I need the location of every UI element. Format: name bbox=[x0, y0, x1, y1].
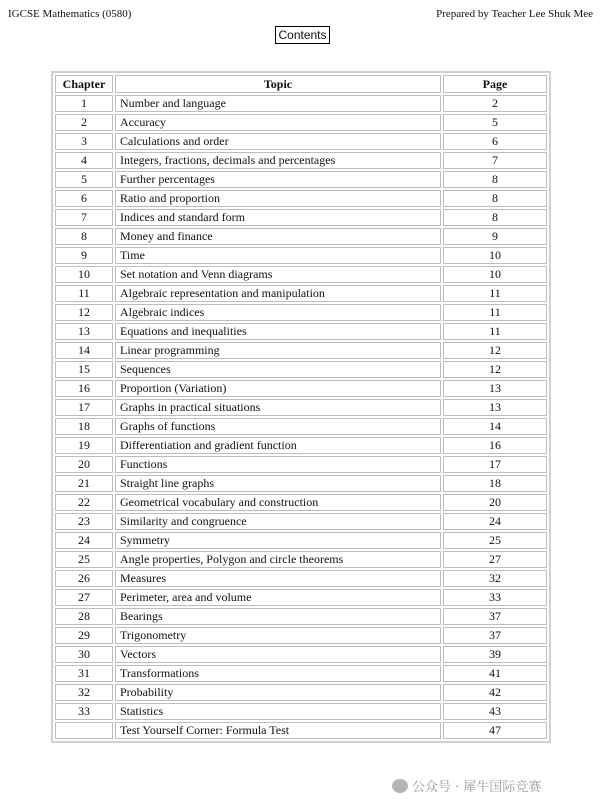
watermark bbox=[392, 776, 541, 795]
document-header-left: IGCSE Mathematics (0580) bbox=[8, 8, 132, 20]
column-header-topic: Topic bbox=[115, 75, 441, 93]
table-row bbox=[55, 95, 547, 112]
chapter-cell: 23 bbox=[55, 513, 113, 530]
topic-cell: Trigonometry bbox=[115, 627, 441, 644]
page-cell: 10 bbox=[443, 247, 547, 264]
chapter-cell: 26 bbox=[55, 570, 113, 587]
topic-cell: Algebraic representation and manipulation bbox=[115, 285, 441, 302]
page-cell: 32 bbox=[443, 570, 547, 587]
chapter-cell: 13 bbox=[55, 323, 113, 340]
page-cell: 27 bbox=[443, 551, 547, 568]
topic-cell: Bearings bbox=[115, 608, 441, 625]
chapter-cell: 14 bbox=[55, 342, 113, 359]
chapter-cell: 1 bbox=[55, 95, 113, 112]
column-header-page: Page bbox=[443, 75, 547, 93]
table-row bbox=[55, 475, 547, 492]
chapter-cell: 11 bbox=[55, 285, 113, 302]
table-row bbox=[55, 114, 547, 131]
table-row bbox=[55, 513, 547, 530]
chapter-cell: 5 bbox=[55, 171, 113, 188]
page-cell: 13 bbox=[443, 399, 547, 416]
watermark-text: 公众号 · 犀牛国际竞赛 bbox=[412, 780, 542, 795]
chapter-cell: 30 bbox=[55, 646, 113, 663]
table-row bbox=[55, 247, 547, 264]
chapter-cell: 15 bbox=[55, 361, 113, 378]
chapter-cell bbox=[55, 722, 113, 739]
table-row bbox=[55, 266, 547, 283]
chapter-cell: 4 bbox=[55, 152, 113, 169]
topic-cell: Algebraic indices bbox=[115, 304, 441, 321]
page-cell: 42 bbox=[443, 684, 547, 701]
chapter-cell: 31 bbox=[55, 665, 113, 682]
table-row bbox=[55, 532, 547, 549]
table-row bbox=[55, 456, 547, 473]
chapter-cell: 10 bbox=[55, 266, 113, 283]
chapter-cell: 33 bbox=[55, 703, 113, 720]
chapter-cell: 24 bbox=[55, 532, 113, 549]
table-row bbox=[55, 228, 547, 245]
page-cell: 25 bbox=[443, 532, 547, 549]
page-cell: 6 bbox=[443, 133, 547, 150]
page-cell: 9 bbox=[443, 228, 547, 245]
table-row bbox=[55, 551, 547, 568]
page-cell: 37 bbox=[443, 608, 547, 625]
chapter-cell: 28 bbox=[55, 608, 113, 625]
table-row bbox=[55, 342, 547, 359]
page-cell: 39 bbox=[443, 646, 547, 663]
table-row bbox=[55, 361, 547, 378]
table-row bbox=[55, 304, 547, 321]
topic-cell: Linear programming bbox=[115, 342, 441, 359]
page-title: Contents bbox=[275, 26, 330, 44]
chapter-cell: 8 bbox=[55, 228, 113, 245]
wechat-icon bbox=[392, 779, 408, 793]
table-body bbox=[55, 95, 547, 739]
page-cell: 11 bbox=[443, 323, 547, 340]
topic-cell: Measures bbox=[115, 570, 441, 587]
page-cell: 41 bbox=[443, 665, 547, 682]
column-header-chapter: Chapter bbox=[55, 75, 113, 93]
chapter-cell: 16 bbox=[55, 380, 113, 397]
topic-cell: Straight line graphs bbox=[115, 475, 441, 492]
page-cell: 33 bbox=[443, 589, 547, 606]
page-cell: 12 bbox=[443, 361, 547, 378]
page-cell: 7 bbox=[443, 152, 547, 169]
topic-cell: Accuracy bbox=[115, 114, 441, 131]
chapter-cell: 25 bbox=[55, 551, 113, 568]
page-cell: 13 bbox=[443, 380, 547, 397]
table-row bbox=[55, 152, 547, 169]
table-row bbox=[55, 665, 547, 682]
page-cell: 43 bbox=[443, 703, 547, 720]
chapter-cell: 27 bbox=[55, 589, 113, 606]
chapter-cell: 32 bbox=[55, 684, 113, 701]
chapter-cell: 20 bbox=[55, 456, 113, 473]
topic-cell: Angle properties, Polygon and circle theorems bbox=[115, 551, 441, 568]
page-cell: 17 bbox=[443, 456, 547, 473]
page-cell: 18 bbox=[443, 475, 547, 492]
chapter-cell: 3 bbox=[55, 133, 113, 150]
page-cell: 11 bbox=[443, 304, 547, 321]
table-row bbox=[55, 437, 547, 454]
table-row bbox=[55, 570, 547, 587]
topic-cell: Geometrical vocabulary and construction bbox=[115, 494, 441, 511]
topic-cell: Functions bbox=[115, 456, 441, 473]
chapter-cell: 22 bbox=[55, 494, 113, 511]
table-row bbox=[55, 418, 547, 435]
topic-cell: Sequences bbox=[115, 361, 441, 378]
topic-cell: Ratio and proportion bbox=[115, 190, 441, 207]
chapter-cell: 21 bbox=[55, 475, 113, 492]
chapter-cell: 17 bbox=[55, 399, 113, 416]
table-row bbox=[55, 323, 547, 340]
page-cell: 8 bbox=[443, 171, 547, 188]
table-row bbox=[55, 589, 547, 606]
topic-cell: Time bbox=[115, 247, 441, 264]
page-cell: 8 bbox=[443, 190, 547, 207]
topic-cell: Number and language bbox=[115, 95, 441, 112]
topic-cell: Similarity and congruence bbox=[115, 513, 441, 530]
topic-cell: Money and finance bbox=[115, 228, 441, 245]
chapter-cell: 9 bbox=[55, 247, 113, 264]
topic-cell: Equations and inequalities bbox=[115, 323, 441, 340]
table-row bbox=[55, 684, 547, 701]
page-cell: 2 bbox=[443, 95, 547, 112]
page-cell: 14 bbox=[443, 418, 547, 435]
table-row bbox=[55, 703, 547, 720]
page-cell: 24 bbox=[443, 513, 547, 530]
table-row bbox=[55, 646, 547, 663]
topic-cell: Test Yourself Corner: Formula Test bbox=[115, 722, 441, 739]
chapter-cell: 18 bbox=[55, 418, 113, 435]
topic-cell: Calculations and order bbox=[115, 133, 441, 150]
topic-cell: Perimeter, area and volume bbox=[115, 589, 441, 606]
topic-cell: Graphs in practical situations bbox=[115, 399, 441, 416]
page-cell: 10 bbox=[443, 266, 547, 283]
page-cell: 12 bbox=[443, 342, 547, 359]
topic-cell: Symmetry bbox=[115, 532, 441, 549]
topic-cell: Integers, fractions, decimals and percentages bbox=[115, 152, 441, 169]
table-row bbox=[55, 380, 547, 397]
table-row bbox=[55, 285, 547, 302]
chapter-cell: 19 bbox=[55, 437, 113, 454]
table-row bbox=[55, 608, 547, 625]
table-row bbox=[55, 399, 547, 416]
chapter-cell: 2 bbox=[55, 114, 113, 131]
table-row bbox=[55, 722, 547, 739]
topic-cell: Set notation and Venn diagrams bbox=[115, 266, 441, 283]
chapter-cell: 7 bbox=[55, 209, 113, 226]
page-cell: 47 bbox=[443, 722, 547, 739]
table-row bbox=[55, 494, 547, 511]
topic-cell: Vectors bbox=[115, 646, 441, 663]
topic-cell: Proportion (Variation) bbox=[115, 380, 441, 397]
table-row bbox=[55, 133, 547, 150]
table-row bbox=[55, 171, 547, 188]
topic-cell: Further percentages bbox=[115, 171, 441, 188]
topic-cell: Indices and standard form bbox=[115, 209, 441, 226]
topic-cell: Transformations bbox=[115, 665, 441, 682]
table-row bbox=[55, 627, 547, 644]
contents-table bbox=[51, 71, 551, 743]
table-row bbox=[55, 209, 547, 226]
page-cell: 37 bbox=[443, 627, 547, 644]
table-row bbox=[55, 190, 547, 207]
table-header-row bbox=[55, 75, 547, 93]
page-cell: 8 bbox=[443, 209, 547, 226]
chapter-cell: 29 bbox=[55, 627, 113, 644]
page-cell: 20 bbox=[443, 494, 547, 511]
topic-cell: Differentiation and gradient function bbox=[115, 437, 441, 454]
page-cell: 16 bbox=[443, 437, 547, 454]
document-header-right: Prepared by Teacher Lee Shuk Mee bbox=[436, 8, 593, 20]
chapter-cell: 6 bbox=[55, 190, 113, 207]
page-cell: 5 bbox=[443, 114, 547, 131]
topic-cell: Probability bbox=[115, 684, 441, 701]
topic-cell: Graphs of functions bbox=[115, 418, 441, 435]
topic-cell: Statistics bbox=[115, 703, 441, 720]
chapter-cell: 12 bbox=[55, 304, 113, 321]
page-cell: 11 bbox=[443, 285, 547, 302]
